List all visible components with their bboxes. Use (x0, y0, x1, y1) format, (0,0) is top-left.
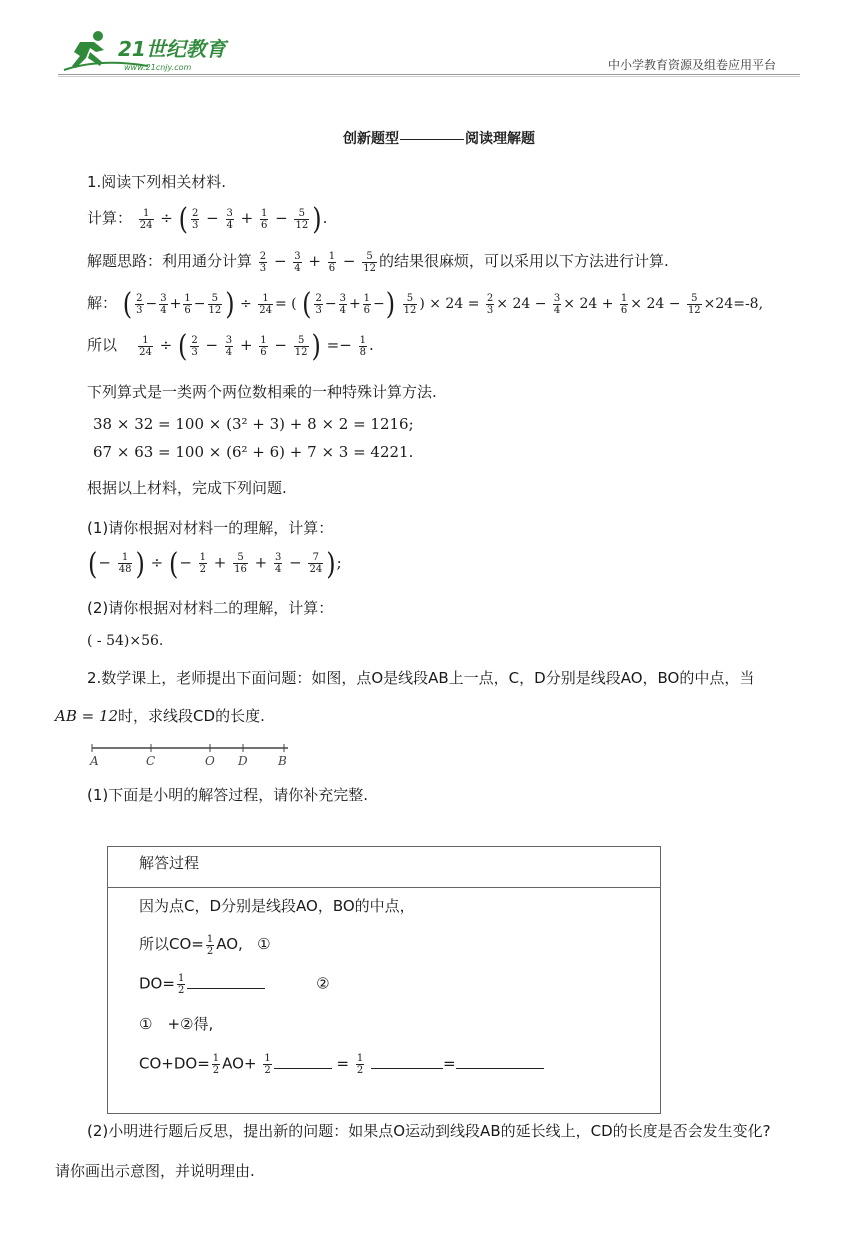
runner-logo-icon (60, 28, 240, 76)
answer-blank-2[interactable] (274, 1054, 332, 1069)
svg-text:www.21cnjy.com: www.21cnjy.com (124, 63, 192, 72)
mark-1: ① (257, 935, 271, 953)
answer-line2: 所以CO= $\frac{1}{2}$ AO, ① (139, 933, 271, 957)
q2-part2-line2: 请你画出示意图，并说明理由. (55, 1162, 255, 1180)
answer-blank-4[interactable] (456, 1054, 544, 1069)
q1-example-eq1: 38 × 32 = 100 × (3² + 3) + 8 × 2 = 1216; (93, 415, 414, 433)
q1-result-line: 所以 $\frac{1}{24}$ ÷ ( $\frac{2}{3}$ − $\frac{3}{4}$ + $\frac{1}{6}$ − $\frac{5}{12}$ ) =− $\frac{1}{8}$ . (87, 328, 374, 364)
q1-task: 根据以上材料，完成下列问题. (87, 479, 287, 497)
answer-blank-3[interactable] (371, 1054, 443, 1069)
answer-box (107, 846, 661, 1114)
mark-2: ② (316, 974, 330, 993)
q1-part1-expression: (− $\frac{1}{48}$ ) ÷ (− $\frac{1}{2}$ + $\frac{5}{16}$ + $\frac{3}{4}$ − $\frac{7}{24}$ ); (88, 546, 342, 581)
answer-line4: ① +②得, (139, 1015, 214, 1033)
svg-text:21世纪教育: 21世纪教育 (118, 37, 226, 61)
q1-calc-line: 计算： $\frac{1}{24}$ ÷ ( $\frac{2}{3}$ − $\frac{3}{4}$ + $\frac{1}{6}$ − $\frac{5}{12}$ ). (87, 201, 328, 237)
q1-part2: (2)请你根据对材料二的理解，计算： (87, 599, 334, 617)
page-title: 创新题型 阅读理解题 (343, 131, 535, 147)
answer-line1: 因为点C，D分别是线段AO，BO的中点， (139, 897, 415, 915)
q1-part1: (1)请你根据对材料一的理解，计算： (87, 519, 334, 537)
header-divider (58, 74, 800, 75)
answer-box-divider (108, 887, 660, 888)
answer-line3: DO= $\frac{1}{2}$ ② (139, 973, 330, 996)
header-logo (60, 28, 240, 76)
segment-figure (88, 738, 298, 774)
answer-line5: CO+DO= $\frac{1}{2}$ AO+ $\frac{1}{2}$ = $\frac{1}{2}$ = (139, 1053, 544, 1076)
q2-stem: 2.数学课上，老师提出下面问题：如图，点O是线段AB上一点，C，D分别是线段AO，BO的中点，当 (87, 669, 755, 687)
q1-solution-line: 解： ( $\frac{2}{3}$ − $\frac{3}{4}$ + $\frac{1}{6}$ − $\frac{5}{12}$ ) ÷ $\frac{1}{24}$ = ( ( $\frac{2}{3}$ − $\frac{3}{4}$ + $\frac{1}{6}$ −) $\frac{5}{12}$ ) × 24 = $\frac{2}{3}$ × 24 − $\frac{3}{4}$ × 24 + $\frac{1}{6}$ × 24 − $\frac{5}{12}$ ×24=-8, (87, 286, 764, 322)
answer-blank-1[interactable] (187, 974, 265, 989)
q2-stem-line2: AB = 12时，求线段CD的长度. (55, 707, 265, 725)
point-a-label: A (90, 754, 99, 768)
q2-part2: (2)小明进行题后反思，提出新的问题：如果点O运动到线段AB的延长线上，CD的长度是否会发生变化? (87, 1122, 771, 1140)
answer-box-title: 解答过程 (139, 854, 200, 872)
q1-material2: 下列算式是一类两个两位数相乘的一种特殊计算方法. (87, 383, 437, 401)
q1-intro: 1.阅读下列相关材料. (87, 173, 227, 191)
header-divider-thin (58, 76, 800, 77)
point-b-label: B (278, 754, 287, 768)
platform-name: 中小学教育资源及组卷应用平台 (608, 58, 777, 72)
point-d-label: D (238, 754, 248, 768)
q2-part1: (1)下面是小明的解答过程，请你补充完整. (87, 786, 369, 804)
q1-part2-expression: ( - 54)×56. (87, 633, 164, 649)
q1-example-eq2: 67 × 63 = 100 × (6² + 6) + 7 × 3 = 4221. (93, 443, 414, 461)
point-o-label: O (205, 754, 215, 768)
point-c-label: C (146, 754, 156, 768)
q1-think-line: 解题思路：利用通分计算 $\frac{2}{3}$ − $\frac{3}{4}$ + $\frac{1}{6}$ − $\frac{5}{12}$ 的结果很麻烦，可以采用以下方法进行计算. (87, 250, 669, 274)
